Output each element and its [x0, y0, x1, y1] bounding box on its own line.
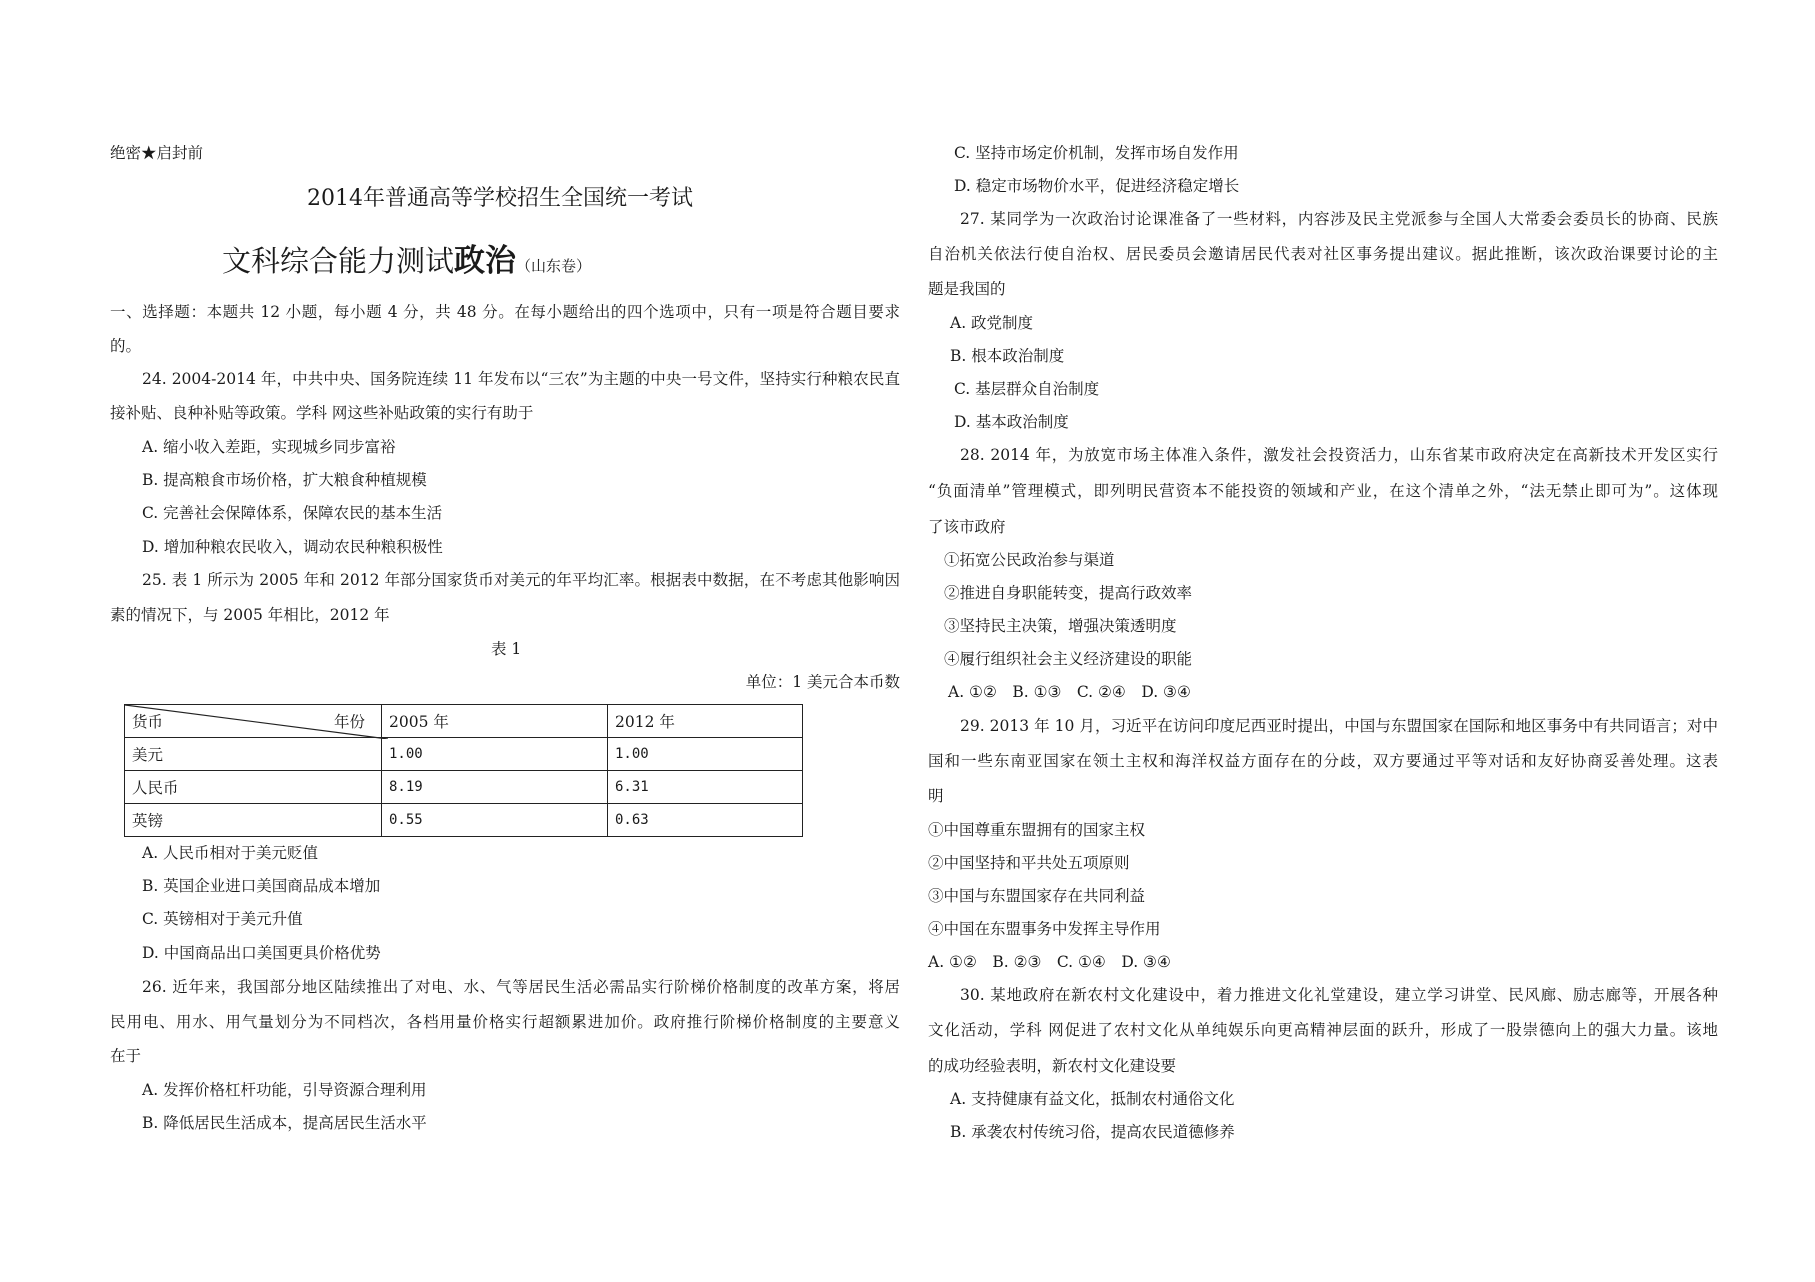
- table-cell-currency: 英镑: [125, 804, 382, 837]
- q27-option-a: A. 政党制度: [950, 314, 1034, 332]
- q29-line1: 29. 2013 年 10 月，习近平在访问印度尼西亚时提出，中国与东盟国家在国际和地区事务中有共同语言；对中: [960, 717, 1718, 735]
- q26-option-b: B. 降低居民生活成本，提高居民生活水平: [142, 1114, 427, 1132]
- table-cell-2012: 6.31: [608, 771, 803, 804]
- q27-option-b: B. 根本政治制度: [950, 347, 1065, 365]
- table-cell-2005: 1.00: [382, 738, 608, 771]
- table-row: [125, 771, 803, 804]
- q25-option-a: A. 人民币相对于美元贬值: [142, 844, 319, 862]
- q24-option-d: D. 增加种粮农民收入，调动农民种粮积极性: [142, 538, 443, 556]
- q26-option-d: D. 稳定市场物价水平，促进经济稳定增长: [954, 177, 1240, 195]
- exam-subtitle: [222, 243, 592, 279]
- corner-label-year: 年份: [333, 713, 365, 731]
- table-cell-currency: 美元: [125, 738, 382, 771]
- q24-option-b: B. 提高粮食市场价格，扩大粮食种植规模: [142, 471, 427, 489]
- q28-item-2: ②推进自身职能转变，提高行政效率: [944, 584, 1193, 602]
- table-header-row: [125, 705, 803, 738]
- exam-title: 2014年普通高等学校招生全国统一考试: [307, 186, 693, 211]
- table-cell-currency: 人民币: [125, 771, 382, 804]
- q30-option-a: A. 支持健康有益文化，抵制农村通俗文化: [950, 1090, 1235, 1108]
- q30-line3: 的成功经验表明，新农村文化建设要: [928, 1057, 1177, 1075]
- q28-item-3: ③坚持民主决策，增强决策透明度: [944, 617, 1177, 635]
- q29-line2: 国和一些东南亚国家在领土主权和海洋权益方面存在的分歧，双方要通过平等对话和友好协商妥善处理。这表: [928, 752, 1718, 770]
- q30-line2: 文化活动，学科 网促进了农村文化从单纯娱乐向更高精神层面的跃升，形成了一股崇德向上的强大力量。该地: [928, 1021, 1718, 1039]
- q29-item-2: ②中国坚持和平共处五项原则: [928, 854, 1130, 872]
- table-corner-cell: [125, 705, 382, 738]
- q26-line2: 民用电、用水、用气量划分为不同档次，各档用量价格实行超额累进加价。政府推行阶梯价格制度的主要意义: [110, 1013, 900, 1031]
- section-instructions-line2: 的。: [110, 337, 142, 355]
- q27-option-d: D. 基本政治制度: [954, 413, 1069, 431]
- q30-line1: 30. 某地政府在新农村文化建设中，着力推进文化礼堂建设，建立学习讲堂、民风廊、励志廊等，开展各种: [960, 986, 1718, 1004]
- q28-line2: “负面清单”管理模式，即列明民营资本不能投资的领域和产业，在这个清单之外，“法无禁止即可为”。这体现: [928, 482, 1718, 500]
- corner-label-currency: 货币: [132, 713, 164, 731]
- q27-line1: 27. 某同学为一次政治讨论课准备了一些材料，内容涉及民主党派参与全国人大常委会委员长的协商、民族: [960, 210, 1718, 228]
- section-instructions-line1: 一、选择题：本题共 12 小题，每小题 4 分，共 48 分。在每小题给出的四个选项中，只有一项是符合题目要求: [110, 303, 900, 321]
- q27-option-c: C. 基层群众自治制度: [954, 380, 1100, 398]
- q30-option-b: B. 承袭农村传统习俗，提高农民道德修养: [950, 1123, 1235, 1141]
- q26-option-a: A. 发挥价格杠杆功能，引导资源合理利用: [142, 1081, 427, 1099]
- q29-line3: 明: [928, 787, 944, 805]
- q24-option-a: A. 缩小收入差距，实现城乡同步富裕: [142, 438, 396, 456]
- q25-table-unit: 单位：1 美元合本币数: [745, 673, 900, 691]
- q28-line1: 28. 2014 年，为放宽市场主体准入条件，激发社会投资活力，山东省某市政府决定在高新技术开发区实行: [960, 446, 1718, 464]
- q28-options: A. ①② B. ①③ C. ②④ D. ③④: [948, 683, 1191, 701]
- q28-item-4: ④履行组织社会主义经济建设的职能: [944, 650, 1193, 668]
- table-cell-2012: 1.00: [608, 738, 803, 771]
- table-cell-2012: 0.63: [608, 804, 803, 837]
- subtitle-main: 文科综合能力测试: [222, 244, 455, 278]
- q26-line3: 在于: [110, 1047, 142, 1065]
- q29-options: A. ①② B. ②③ C. ①④ D. ③④: [928, 953, 1171, 971]
- q25-line2: 素的情况下，与 2005 年相比，2012 年: [110, 606, 390, 624]
- q24-option-c: C. 完善社会保障体系，保障农民的基本生活: [142, 504, 443, 522]
- table-header-2005: 2005 年: [382, 705, 608, 738]
- q29-item-3: ③中国与东盟国家存在共同利益: [928, 887, 1146, 905]
- q25-option-b: B. 英国企业进口美国商品成本增加: [142, 877, 381, 895]
- q25-line1: 25. 表 1 所示为 2005 年和 2012 年部分国家货币对美元的年平均汇率。根据表中数据，在不考虑其他影响因: [142, 571, 900, 589]
- subtitle-small: （山东卷）: [516, 257, 592, 275]
- exchange-rate-table: [124, 704, 803, 837]
- q25-table-title: 表 1: [491, 640, 522, 658]
- q26-option-c: C. 坚持市场定价机制，发挥市场自发作用: [954, 144, 1239, 162]
- q29-item-4: ④中国在东盟事务中发挥主导作用: [928, 920, 1161, 938]
- q28-item-1: ①拓宽公民政治参与渠道: [944, 551, 1115, 569]
- table-row: [125, 804, 803, 837]
- subtitle-bold: 政治: [454, 243, 517, 279]
- q25-option-c: C. 英镑相对于美元升值: [142, 910, 303, 928]
- q27-line3: 题是我国的: [928, 280, 1006, 298]
- table-cell-2005: 0.55: [382, 804, 608, 837]
- q29-item-1: ①中国尊重东盟拥有的国家主权: [928, 821, 1146, 839]
- table-row: [125, 738, 803, 771]
- q27-line2: 自治机关依法行使自治权、居民委员会邀请居民代表对社区事务提出建议。据此推断，该次政治课要讨论的主: [928, 245, 1718, 263]
- table-header-2012: 2012 年: [608, 705, 803, 738]
- q28-line3: 了该市政府: [928, 518, 1006, 536]
- q24-line2: 接补贴、良种补贴等政策。学科 网这些补贴政策的实行有助于: [110, 404, 534, 422]
- q26-line1: 26. 近年来，我国部分地区陆续推出了对电、水、气等居民生活必需品实行阶梯价格制度的改革方案，将居: [142, 978, 900, 996]
- secret-label: 绝密★启封前: [110, 144, 204, 162]
- q24-line1: 24. 2004-2014 年，中共中央、国务院连续 11 年发布以“三农”为主题的中央一号文件，坚持实行种粮农民直: [142, 370, 900, 388]
- q25-option-d: D. 中国商品出口美国更具价格优势: [142, 944, 381, 962]
- table-cell-2005: 8.19: [382, 771, 608, 804]
